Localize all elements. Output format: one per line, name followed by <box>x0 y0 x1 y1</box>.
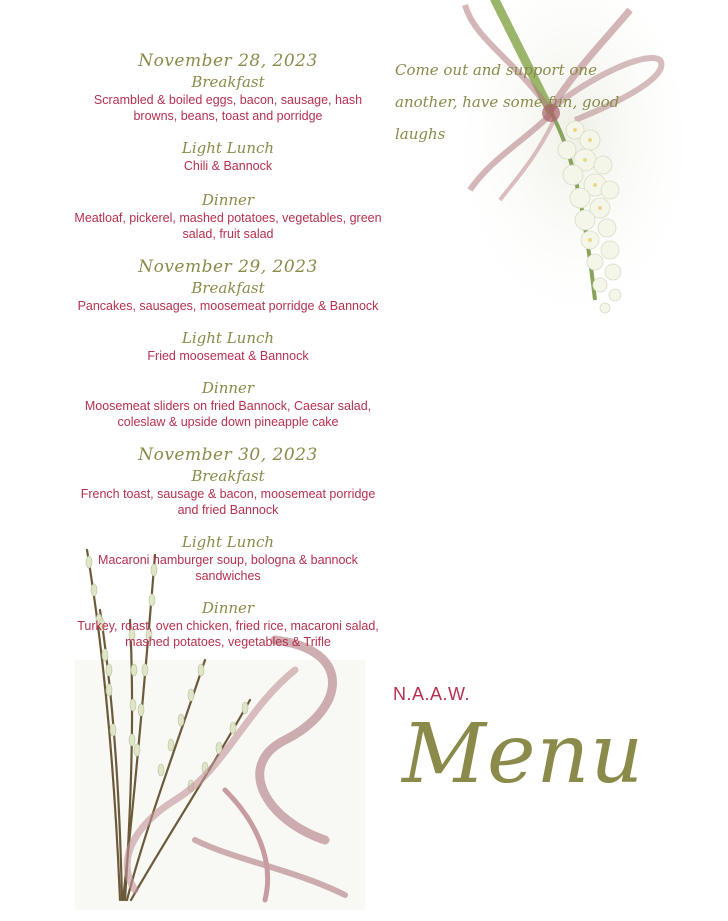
meal-heading: Dinner <box>201 191 255 209</box>
meal-items: Fried moosemeat & Bannock <box>147 349 309 363</box>
meal-heading: Light Lunch <box>181 533 275 551</box>
meal-items: Chili & Bannock <box>183 159 273 173</box>
meal-items: Turkey, roast, oven chicken, fried rice, macaroni salad, mashed potatoes, vegetables & Trifle <box>77 619 379 649</box>
meal-heading: Dinner <box>201 379 255 397</box>
day-date: November 28, 2023 <box>138 51 318 71</box>
meal-heading: Light Lunch <box>181 139 275 157</box>
meal-heading: Dinner <box>201 599 255 617</box>
meal-items: French toast, sausage & bacon, moosemeat porridge and fried Bannock <box>80 487 376 517</box>
meal-heading: Breakfast <box>191 279 265 297</box>
meal-items: Pancakes, sausages, moosemeat porridge & Bannock <box>77 299 379 313</box>
meal-items: Moosemeat sliders on fried Bannock, Caesar salad, coleslaw & upside down pineapple cake <box>84 399 372 429</box>
meal-items: Scrambled & boiled eggs, bacon, sausage, hash browns, beans, toast and porridge <box>93 93 363 123</box>
day-section <box>72 256 384 430</box>
meal-heading: Light Lunch <box>181 329 275 347</box>
meal-items: Macaroni hamburger soup, bologna & bannock sandwiches <box>98 553 358 583</box>
hyacinth-ribbon-illustration <box>455 0 685 330</box>
quote-text: Come out and support one another, have some fun, good laughs <box>395 61 620 143</box>
menu-list <box>72 50 384 650</box>
organization-name: N.A.A.W. <box>393 684 471 704</box>
meal-heading: Breakfast <box>191 73 265 91</box>
meal-items: Meatloaf, pickerel, mashed potatoes, vegetables, green salad, fruit salad <box>74 211 382 241</box>
meal-heading: Breakfast <box>191 467 265 485</box>
menu-title: Menu <box>402 707 645 802</box>
day-section <box>72 444 384 650</box>
day-date: November 29, 2023 <box>138 257 318 277</box>
day-section <box>72 50 384 242</box>
day-date: November 30, 2023 <box>138 445 318 465</box>
